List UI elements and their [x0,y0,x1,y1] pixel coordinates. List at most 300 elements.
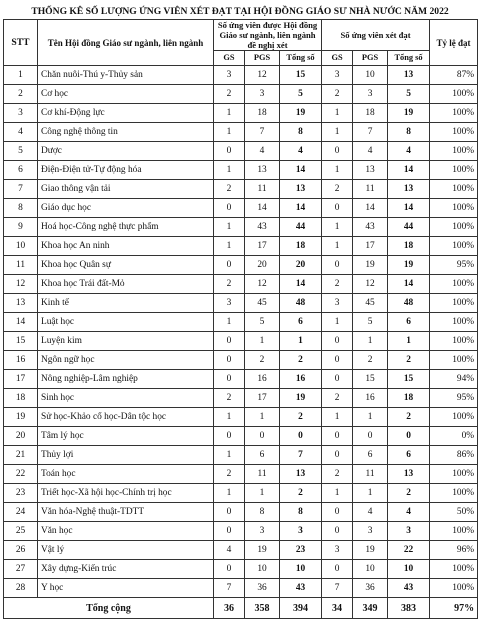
cell-rate: 100% [430,408,478,427]
cell-pgs-passed: 3 [353,85,388,104]
cell-name: Chăn nuôi-Thú y-Thủy sản [38,66,214,85]
cell-total-passed: 13 [388,66,430,85]
cell-total-passed: 5 [388,85,430,104]
cell-rate: 100% [430,332,478,351]
cell-name: Giáo dục học [38,199,214,218]
cell-gs-passed: 1 [322,218,353,237]
cell-stt: 1 [4,66,38,85]
cell-gs-passed: 2 [322,465,353,484]
cell-total-proposed: 48 [280,294,322,313]
cell-rate: 100% [430,199,478,218]
table-row [4,180,478,199]
cell-name: Văn học [38,522,214,541]
cell-gs-proposed: 1 [214,104,245,123]
table-row [4,370,478,389]
cell-rate: 0% [430,427,478,446]
cell-total-passed: 14 [388,275,430,294]
cell-total-proposed: 1 [280,332,322,351]
cell-total-passed: 2 [388,484,430,503]
table-row [4,522,478,541]
header-group-proposed: Số ứng viên được Hội đồng Giáo sư ngành, liên ngành đề nghị xét [214,20,322,51]
cell-gs-passed: 2 [322,180,353,199]
cell-name: Công nghệ thông tin [38,123,214,142]
cell-total-proposed: 18 [280,237,322,256]
cell-total-proposed: 0 [280,427,322,446]
cell-total-passed: 48 [388,294,430,313]
cell-stt: 18 [4,389,38,408]
cell-name: Sinh học [38,389,214,408]
cell-total-proposed: 14 [280,275,322,294]
cell-stt: 7 [4,180,38,199]
cell-name: Khoa học Quân sự [38,256,214,275]
cell-pgs-passed: 10 [353,66,388,85]
subheader-total-1: Tổng số [280,51,322,66]
cell-gs-proposed: 1 [214,408,245,427]
cell-rate: 100% [430,351,478,370]
cell-name: Vật lý [38,541,214,560]
cell-pgs-passed: 16 [353,389,388,408]
cell-gs-proposed: 1 [214,218,245,237]
cell-gs-proposed: 0 [214,142,245,161]
cell-gs-proposed: 2 [214,85,245,104]
cell-rate: 100% [430,579,478,598]
cell-gs-proposed: 3 [214,66,245,85]
cell-rate: 100% [430,313,478,332]
cell-total-proposed: 10 [280,560,322,579]
cell-gs-passed: 0 [322,199,353,218]
cell-name: Văn hóa-Nghệ thuật-TDTT [38,503,214,522]
table-row [4,484,478,503]
table-row [4,199,478,218]
cell-pgs-proposed: 16 [245,370,280,389]
cell-gs-proposed: 1 [214,484,245,503]
cell-pgs-proposed: 11 [245,180,280,199]
cell-gs-passed: 0 [322,256,353,275]
cell-total-passed: 4 [388,503,430,522]
cell-total-proposed: 23 [280,541,322,560]
cell-total-proposed: 2 [280,484,322,503]
cell-total-passed: 0 [388,427,430,446]
cell-pgs-passed: 12 [353,275,388,294]
cell-pgs-proposed: 1 [245,408,280,427]
cell-gs-passed: 1 [322,104,353,123]
cell-name: Hoá học-Công nghệ thực phẩm [38,218,214,237]
cell-total-passed: 15 [388,370,430,389]
cell-name: Triết học-Xã hội học-Chính trị học [38,484,214,503]
cell-name: Giao thông vận tải [38,180,214,199]
cell-total-passed: 1 [388,332,430,351]
cell-pgs-proposed: 43 [245,218,280,237]
cell-gs-proposed: 0 [214,560,245,579]
cell-total-passed: 19 [388,104,430,123]
cell-total-proposed: 14 [280,161,322,180]
page-title: THỐNG KÊ SỐ LƯỢNG ỨNG VIÊN XÉT ĐẠT TẠI HỘI ĐỒNG GIÁO SƯ NHÀ NƯỚC NĂM 2022 [31,6,449,17]
cell-pgs-proposed: 8 [245,503,280,522]
cell-pgs-passed: 14 [353,199,388,218]
cell-stt: 21 [4,446,38,465]
cell-total-passed: 13 [388,180,430,199]
cell-total-proposed: 5 [280,85,322,104]
cell-total-proposed: 7 [280,446,322,465]
cell-total-proposed: 8 [280,123,322,142]
cell-pgs-proposed: 18 [245,104,280,123]
cell-stt: 27 [4,560,38,579]
table-row [4,275,478,294]
cell-stt: 26 [4,541,38,560]
cell-rate: 100% [430,560,478,579]
cell-gs-passed: 0 [322,351,353,370]
cell-pgs-proposed: 5 [245,313,280,332]
table-row [4,351,478,370]
cell-pgs-proposed: 13 [245,161,280,180]
cell-pgs-proposed: 4 [245,142,280,161]
table-row [4,579,478,598]
cell-gs-proposed: 7 [214,579,245,598]
cell-total-passed: 3 [388,522,430,541]
cell-total-proposed: 15 [280,66,322,85]
cell-stt: 5 [4,142,38,161]
table-row [4,123,478,142]
subheader-gs-2: GS [322,51,353,66]
cell-pgs-proposed: 12 [245,66,280,85]
cell-stt: 4 [4,123,38,142]
cell-rate: 100% [430,104,478,123]
cell-pgs-passed: 18 [353,104,388,123]
cell-name: Khoa học An ninh [38,237,214,256]
cell-pgs-passed: 10 [353,560,388,579]
cell-gs-passed: 1 [322,313,353,332]
cell-pgs-proposed: 3 [245,522,280,541]
cell-name: Cơ khí-Động lực [38,104,214,123]
cell-gs-passed: 7 [322,579,353,598]
cell-pgs-passed: 19 [353,256,388,275]
cell-rate: 100% [430,180,478,199]
cell-pgs-passed: 2 [353,351,388,370]
cell-stt: 23 [4,484,38,503]
cell-rate: 100% [430,123,478,142]
cell-gs-proposed: 0 [214,427,245,446]
cell-stt: 28 [4,579,38,598]
cell-gs-proposed: 2 [214,465,245,484]
cell-gs-proposed: 0 [214,522,245,541]
table-row [4,85,478,104]
table-row [4,218,478,237]
cell-pgs-passed: 15 [353,370,388,389]
cell-rate: 95% [430,256,478,275]
table-row [4,541,478,560]
cell-total-proposed: 20 [280,256,322,275]
table-row [4,465,478,484]
cell-gs-proposed: 0 [214,351,245,370]
cell-total-proposed: 14 [280,199,322,218]
cell-rate: 87% [430,66,478,85]
total-gs-1: 36 [214,598,245,619]
table-row [4,332,478,351]
cell-rate: 50% [430,503,478,522]
cell-stt: 16 [4,351,38,370]
cell-total-passed: 6 [388,446,430,465]
cell-gs-proposed: 0 [214,332,245,351]
cell-pgs-passed: 6 [353,446,388,465]
cell-gs-passed: 3 [322,66,353,85]
cell-gs-passed: 1 [322,408,353,427]
table-row [4,66,478,85]
table-row [4,237,478,256]
cell-gs-passed: 1 [322,123,353,142]
cell-gs-proposed: 2 [214,275,245,294]
cell-rate: 100% [430,484,478,503]
cell-gs-proposed: 0 [214,199,245,218]
cell-pgs-proposed: 3 [245,85,280,104]
cell-gs-passed: 0 [322,446,353,465]
cell-name: Y học [38,579,214,598]
cell-stt: 2 [4,85,38,104]
cell-name: Tâm lý học [38,427,214,446]
cell-gs-proposed: 2 [214,389,245,408]
cell-pgs-proposed: 1 [245,484,280,503]
cell-gs-passed: 3 [322,294,353,313]
cell-pgs-passed: 4 [353,142,388,161]
table-row [4,389,478,408]
cell-stt: 24 [4,503,38,522]
cell-name: Kinh tế [38,294,214,313]
table-body [4,66,478,598]
cell-pgs-proposed: 17 [245,389,280,408]
cell-pgs-passed: 5 [353,313,388,332]
cell-pgs-passed: 7 [353,123,388,142]
statistics-table [3,19,478,619]
total-gs-2: 34 [322,598,353,619]
cell-pgs-passed: 19 [353,541,388,560]
cell-gs-passed: 0 [322,332,353,351]
cell-rate: 100% [430,294,478,313]
cell-pgs-passed: 36 [353,579,388,598]
cell-pgs-passed: 17 [353,237,388,256]
cell-pgs-proposed: 7 [245,123,280,142]
cell-pgs-passed: 1 [353,332,388,351]
cell-gs-passed: 2 [322,85,353,104]
cell-gs-passed: 0 [322,522,353,541]
cell-total-passed: 6 [388,313,430,332]
cell-gs-passed: 1 [322,237,353,256]
cell-pgs-passed: 1 [353,484,388,503]
subheader-total-2: Tổng số [388,51,430,66]
cell-total-proposed: 6 [280,313,322,332]
cell-total-passed: 14 [388,199,430,218]
cell-total-passed: 18 [388,237,430,256]
cell-pgs-passed: 11 [353,465,388,484]
cell-rate: 95% [430,389,478,408]
cell-gs-passed: 0 [322,503,353,522]
cell-total-passed: 2 [388,351,430,370]
cell-stt: 17 [4,370,38,389]
total-label: Tổng cộng [4,598,214,619]
cell-gs-passed: 0 [322,370,353,389]
cell-gs-passed: 0 [322,427,353,446]
cell-total-passed: 14 [388,161,430,180]
cell-name: Xây dựng-Kiến trúc [38,560,214,579]
cell-stt: 22 [4,465,38,484]
cell-stt: 3 [4,104,38,123]
cell-total-proposed: 19 [280,389,322,408]
total-row [4,598,478,619]
table-row [4,142,478,161]
cell-total-proposed: 19 [280,104,322,123]
cell-total-passed: 19 [388,256,430,275]
cell-total-passed: 2 [388,408,430,427]
cell-pgs-proposed: 36 [245,579,280,598]
cell-gs-passed: 1 [322,484,353,503]
cell-name: Thủy lợi [38,446,214,465]
cell-name: Cơ học [38,85,214,104]
cell-name: Luyện kim [38,332,214,351]
cell-rate: 94% [430,370,478,389]
table-row [4,294,478,313]
cell-total-proposed: 13 [280,465,322,484]
cell-rate: 100% [430,142,478,161]
cell-name: Sử học-Khảo cổ học-Dân tộc học [38,408,214,427]
cell-total-passed: 10 [388,560,430,579]
header-rate: Tỷ lệ đạt [430,20,478,66]
cell-gs-proposed: 0 [214,256,245,275]
cell-total-proposed: 44 [280,218,322,237]
cell-gs-proposed: 1 [214,123,245,142]
cell-rate: 100% [430,218,478,237]
cell-total-passed: 43 [388,579,430,598]
cell-stt: 10 [4,237,38,256]
table-row [4,503,478,522]
cell-rate: 100% [430,465,478,484]
header-name: Tên Hội đồng Giáo sư ngành, liên ngành [38,20,214,66]
total-pgs-1: 358 [245,598,280,619]
table-row [4,104,478,123]
table-row [4,313,478,332]
cell-name: Điện-Điện tử-Tự động hóa [38,161,214,180]
cell-total-passed: 22 [388,541,430,560]
table-row [4,256,478,275]
cell-gs-proposed: 1 [214,313,245,332]
cell-total-proposed: 8 [280,503,322,522]
cell-stt: 20 [4,427,38,446]
cell-gs-passed: 0 [322,142,353,161]
cell-pgs-proposed: 45 [245,294,280,313]
cell-pgs-proposed: 20 [245,256,280,275]
cell-total-passed: 13 [388,465,430,484]
table-row [4,427,478,446]
cell-stt: 15 [4,332,38,351]
cell-total-proposed: 3 [280,522,322,541]
cell-pgs-proposed: 1 [245,332,280,351]
cell-name: Nông nghiệp-Lâm nghiệp [38,370,214,389]
cell-pgs-proposed: 19 [245,541,280,560]
total-pgs-2: 349 [353,598,388,619]
subheader-gs-1: GS [214,51,245,66]
cell-gs-passed: 1 [322,161,353,180]
cell-stt: 19 [4,408,38,427]
cell-rate: 100% [430,85,478,104]
cell-pgs-proposed: 0 [245,427,280,446]
cell-rate: 96% [430,541,478,560]
cell-pgs-proposed: 17 [245,237,280,256]
cell-gs-proposed: 1 [214,161,245,180]
cell-total-proposed: 43 [280,579,322,598]
cell-stt: 13 [4,294,38,313]
cell-pgs-passed: 3 [353,522,388,541]
cell-pgs-proposed: 11 [245,465,280,484]
cell-pgs-passed: 43 [353,218,388,237]
cell-pgs-proposed: 12 [245,275,280,294]
cell-rate: 100% [430,522,478,541]
cell-total-proposed: 16 [280,370,322,389]
cell-pgs-passed: 0 [353,427,388,446]
cell-pgs-passed: 4 [353,503,388,522]
table-row [4,446,478,465]
cell-gs-passed: 2 [322,275,353,294]
cell-total-passed: 4 [388,142,430,161]
cell-total-passed: 8 [388,123,430,142]
cell-rate: 100% [430,275,478,294]
cell-name: Luật học [38,313,214,332]
cell-pgs-passed: 1 [353,408,388,427]
cell-stt: 11 [4,256,38,275]
cell-pgs-proposed: 14 [245,199,280,218]
cell-stt: 25 [4,522,38,541]
header-group-passed: Số ứng viên xét đạt [322,20,430,51]
cell-total-proposed: 2 [280,408,322,427]
cell-stt: 8 [4,199,38,218]
total-rate: 97% [430,598,478,619]
cell-pgs-proposed: 6 [245,446,280,465]
cell-rate: 100% [430,237,478,256]
subheader-pgs-2: PGS [353,51,388,66]
table-row [4,161,478,180]
cell-name: Khoa học Trái đất-Mỏ [38,275,214,294]
header-stt: STT [4,20,38,66]
cell-stt: 9 [4,218,38,237]
cell-rate: 100% [430,161,478,180]
cell-name: Dược [38,142,214,161]
cell-pgs-passed: 11 [353,180,388,199]
cell-total-passed: 44 [388,218,430,237]
cell-gs-proposed: 0 [214,503,245,522]
cell-total-proposed: 2 [280,351,322,370]
cell-gs-proposed: 0 [214,370,245,389]
cell-rate: 86% [430,446,478,465]
subheader-pgs-1: PGS [245,51,280,66]
cell-gs-proposed: 2 [214,180,245,199]
cell-gs-passed: 2 [322,389,353,408]
cell-gs-proposed: 1 [214,446,245,465]
cell-gs-proposed: 4 [214,541,245,560]
total-sum-1: 394 [280,598,322,619]
cell-total-passed: 18 [388,389,430,408]
header-row [4,20,478,51]
cell-gs-passed: 0 [322,560,353,579]
cell-gs-proposed: 3 [214,294,245,313]
cell-total-proposed: 13 [280,180,322,199]
cell-stt: 12 [4,275,38,294]
cell-gs-proposed: 1 [214,237,245,256]
cell-pgs-passed: 13 [353,161,388,180]
cell-pgs-proposed: 10 [245,560,280,579]
cell-pgs-proposed: 2 [245,351,280,370]
cell-total-proposed: 4 [280,142,322,161]
total-sum-2: 383 [388,598,430,619]
cell-stt: 14 [4,313,38,332]
table-row [4,408,478,427]
cell-name: Toán học [38,465,214,484]
cell-pgs-passed: 45 [353,294,388,313]
